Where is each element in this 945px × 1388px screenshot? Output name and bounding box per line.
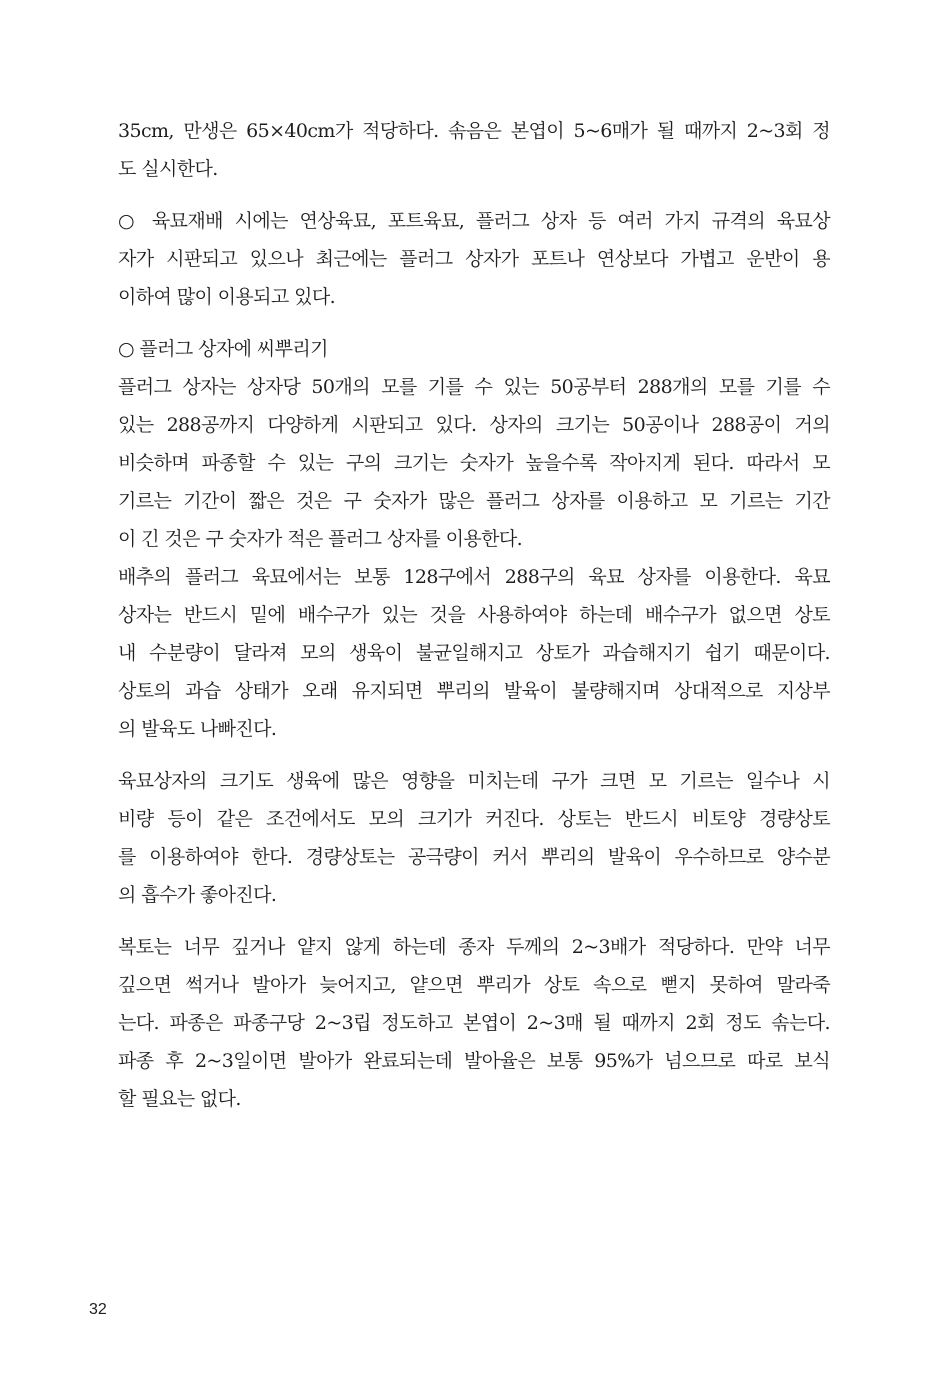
text-line: 파종 후 2~3일이면 발아가 완료되는데 발아율은 보통 95%가 넘으므로 따로 보식: [118, 1050, 830, 1072]
text-line: 있는 288공까지 다양하게 시판되고 있다. 상자의 크기는 50공이나 288공이 거의: [118, 414, 830, 436]
text-line: 복토는 너무 깊거나 얕지 않게 하는데 종자 두께의 2~3배가 적당하다. 만약 너무: [118, 936, 830, 958]
text-line: 35cm, 만생은 65×40cm가 적당하다. 솎음은 본엽이 5~6매가 될 때까지 2~3회 정: [118, 120, 830, 142]
paragraph-covering-soil: [118, 928, 830, 1118]
paragraph-plug-sowing: [118, 330, 830, 748]
text-line: 할 필요는 없다.: [118, 1088, 241, 1110]
text-line: 내 수분량이 달라져 모의 생육이 불균일해지고 상토가 과습해지기 쉽기 때문이다.: [118, 642, 830, 664]
text-line: 기르는 기간이 짧은 것은 구 숫자가 많은 플러그 상자를 이용하고 모 기르는 기간: [118, 490, 830, 512]
text-line: 도 실시한다.: [118, 158, 218, 180]
text-line: 배추의 플러그 육묘에서는 보통 128구에서 288구의 육묘 상자를 이용한다. 육묘: [118, 566, 830, 588]
text-line: 를 이용하여야 한다. 경량상토는 공극량이 커서 뿌리의 발육이 우수하므로 양수분: [118, 846, 830, 868]
paragraph-gap: [118, 316, 830, 330]
text-line: 이 긴 것은 구 숫자가 적은 플러그 상자를 이용한다.: [118, 528, 523, 550]
text-line: 는다. 파종은 파종구당 2~3립 정도하고 본엽이 2~3매 될 때까지 2회 정도 솎는다.: [118, 1012, 830, 1034]
text-line: 비슷하며 파종할 수 있는 구의 크기는 숫자가 높을수록 작아지게 된다. 따라서 모: [118, 452, 830, 474]
paragraph-tray-types: [118, 202, 830, 316]
text-line: 의 발육도 나빠진다.: [118, 718, 277, 740]
paragraph-gap: [118, 188, 830, 202]
paragraph-spacing: [118, 112, 830, 188]
section-heading: ○ 플러그 상자에 씨뿌리기: [118, 338, 328, 360]
text-line: 육묘상자의 크기도 생육에 많은 영향을 미치는데 구가 크면 모 기르는 일수나 시: [118, 770, 830, 792]
text-line: 플러그 상자는 상자당 50개의 모를 기를 수 있는 50공부터 288개의 모를 기를 수: [118, 376, 830, 398]
text-line: 상토의 과습 상태가 오래 유지되면 뿌리의 발육이 불량해지며 상대적으로 지상부: [118, 680, 830, 702]
paragraph-gap: [118, 748, 830, 762]
page-number: 32: [89, 1301, 107, 1318]
text-line: ○ 육묘재배 시에는 연상육묘, 포트육묘, 플러그 상자 등 여러 가지 규격의 육묘상: [118, 210, 830, 232]
text-line: 자가 시판되고 있으나 최근에는 플러그 상자가 포트나 연상보다 가볍고 운반이 용: [118, 248, 830, 270]
body-text: [118, 112, 830, 1118]
text-line: 비량 등이 같은 조건에서도 모의 크기가 커진다. 상토는 반드시 비토양 경량상토: [118, 808, 830, 830]
text-line: 의 흡수가 좋아진다.: [118, 884, 277, 906]
text-line: 이하여 많이 이용되고 있다.: [118, 286, 336, 308]
paragraph-tray-size: [118, 762, 830, 914]
text-line: 깊으면 썩거나 발아가 늦어지고, 얕으면 뿌리가 상토 속으로 뻗지 못하여 말라죽: [118, 974, 830, 996]
paragraph-gap: [118, 914, 830, 928]
text-line: 상자는 반드시 밑에 배수구가 있는 것을 사용하여야 하는데 배수구가 없으면 상토: [118, 604, 830, 626]
